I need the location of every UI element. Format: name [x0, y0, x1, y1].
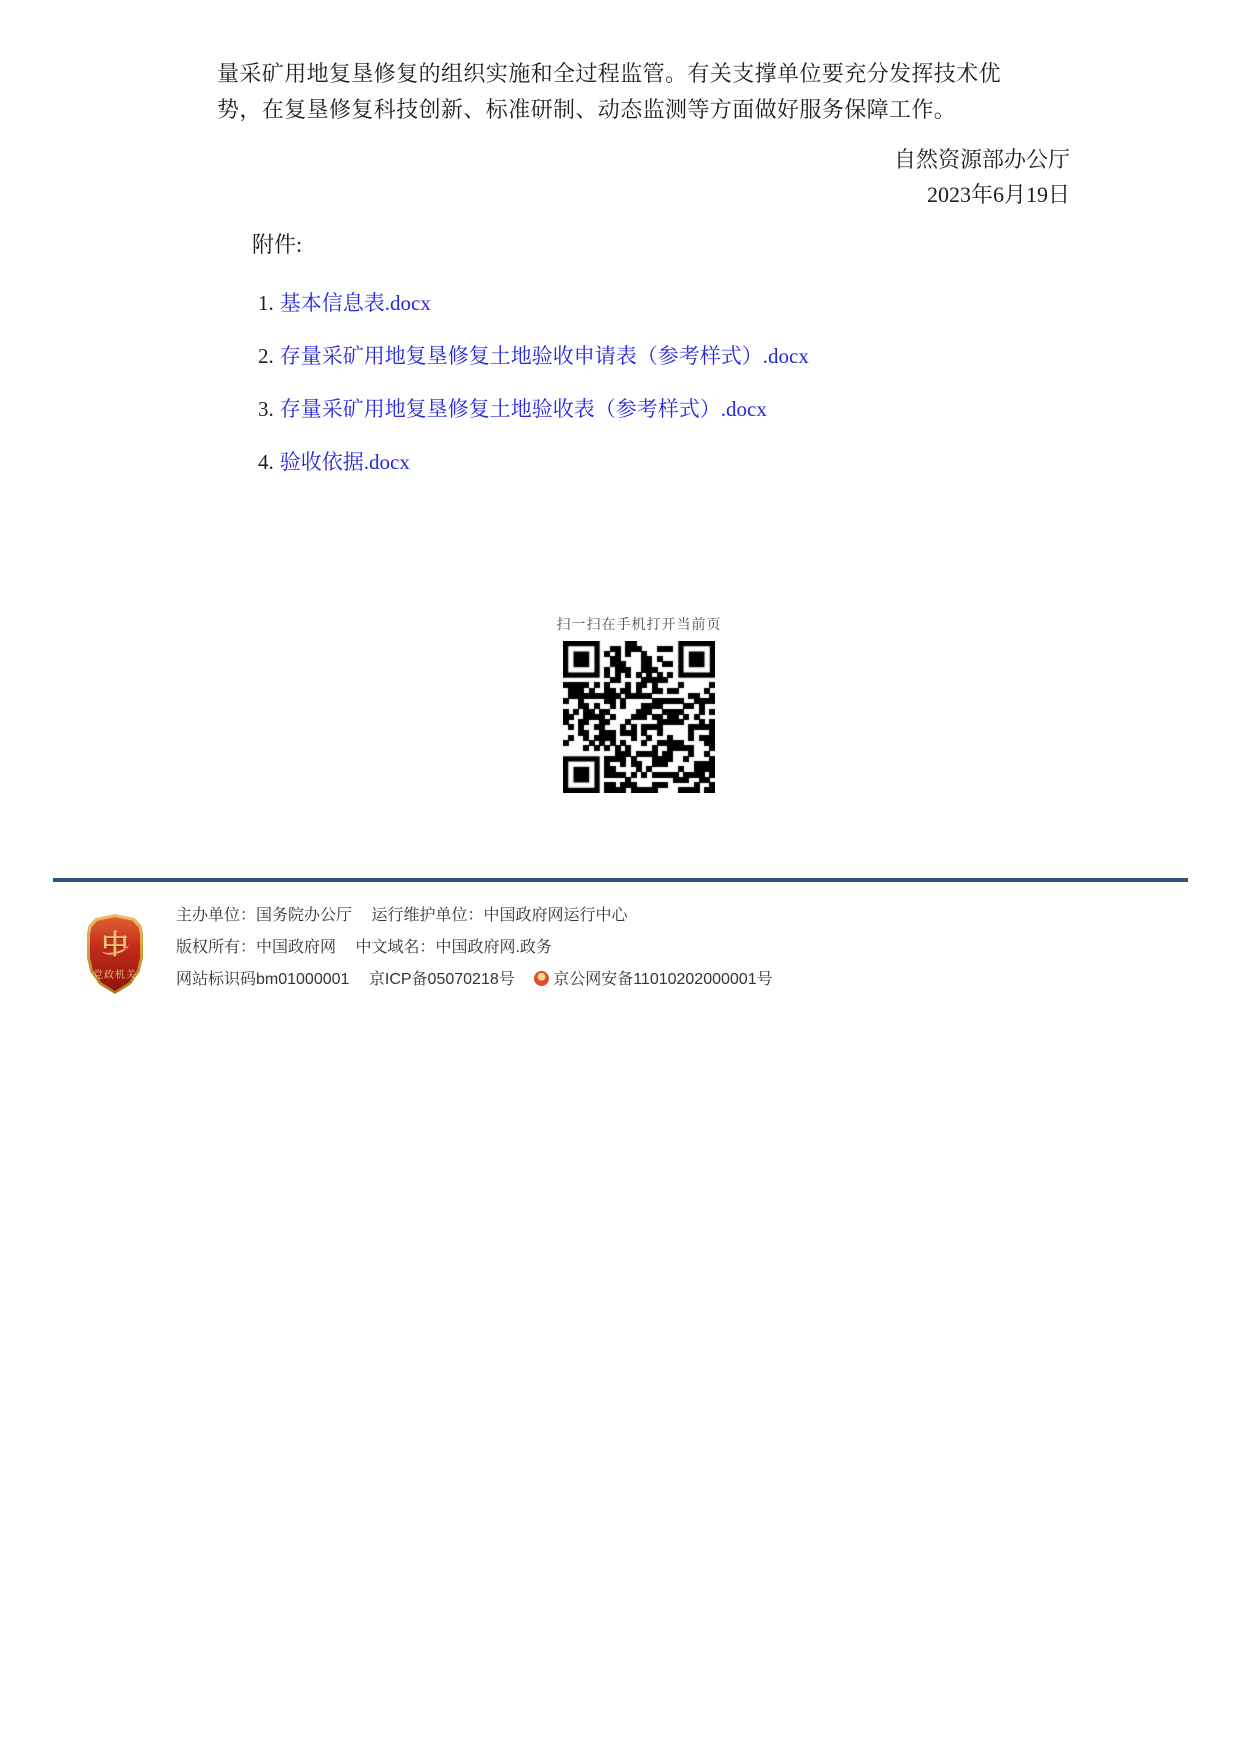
footer-row-copyright [176, 938, 773, 958]
attachment-link[interactable]: 存量采矿用地复垦修复土地验收申请表（参考样式）.docx [279, 344, 809, 368]
attachments-label: 附件: [252, 232, 303, 257]
footer-row-organizer [176, 906, 773, 926]
attachment-item [258, 396, 809, 423]
attachments-list [258, 290, 809, 476]
attachment-link[interactable]: 存量采矿用地复垦修复土地验收表（参考样式）.docx [279, 397, 767, 421]
public-security-link[interactable]: 京公网安备11010202000001号 [553, 971, 773, 988]
attachment-number: 3. [258, 397, 274, 421]
footer-row-registration [176, 970, 773, 990]
footer-organizer: 主办单位：国务院办公厅 [176, 907, 353, 924]
badge-label: 党政机关 [93, 970, 137, 981]
paragraph-line: 量采矿用地复垦修复的组织实施和全过程监管。有关支撑单位要充分发挥技术优 [217, 61, 1002, 86]
signature-block [894, 142, 1070, 212]
qr-code [563, 641, 715, 793]
attachment-item [258, 290, 809, 317]
footer-info [176, 906, 773, 1002]
public-security-registration [534, 971, 772, 988]
police-badge-icon [534, 971, 549, 986]
gov-badge-logo[interactable] [87, 914, 143, 994]
attachment-link[interactable]: 基本信息表.docx [279, 291, 431, 315]
attachment-number: 2. [258, 344, 274, 368]
attachment-number: 4. [258, 450, 274, 474]
qr-caption: 扫一扫在手机打开当前页 [556, 618, 722, 633]
paragraph-line: 势，在复垦修复科技创新、标准研制、动态监测等方面做好服务保障工作。 [217, 97, 957, 122]
footer-copyright: 版权所有：中国政府网 [176, 939, 337, 956]
body-paragraph [217, 56, 1027, 128]
footer-divider [53, 878, 1188, 882]
footer-maintainer: 运行维护单位：中国政府网运行中心 [371, 907, 628, 924]
attachment-item [258, 343, 809, 370]
issuer-signature: 自然资源部办公厅 [893, 147, 1070, 172]
footer-site-id: 网站标识码bm01000001 [176, 971, 350, 988]
attachment-item [258, 449, 809, 476]
footer-domain: 中文域名：中国政府网.政务 [355, 939, 552, 956]
issue-date: 2023年6月19日 [926, 182, 1070, 207]
icp-license-link[interactable]: 京ICP备05070218号 [368, 971, 515, 988]
attachment-link[interactable]: 验收依据.docx [279, 450, 410, 474]
badge-emblem: 中 [101, 930, 129, 960]
attachment-number: 1. [258, 291, 274, 315]
